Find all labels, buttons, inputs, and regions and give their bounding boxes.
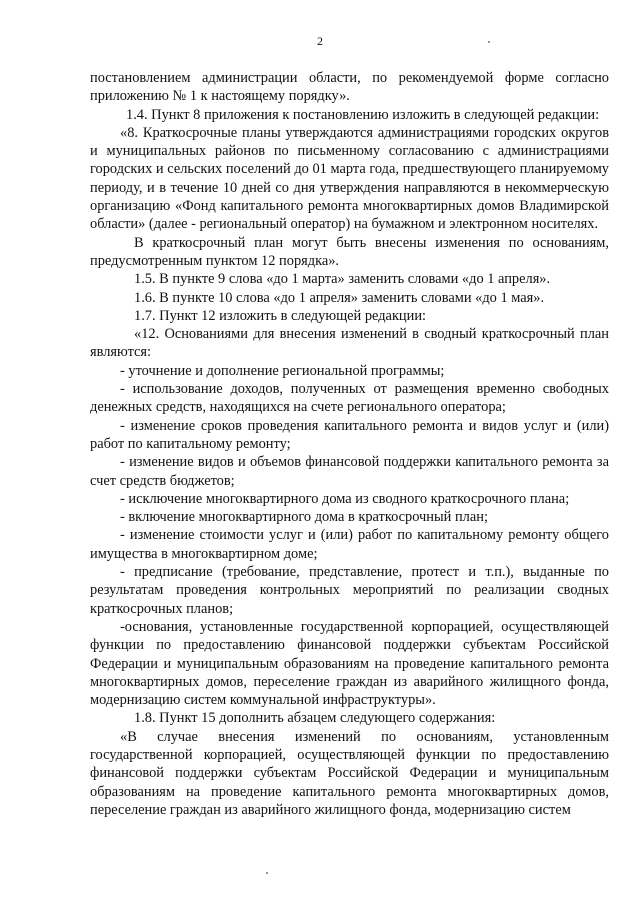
paragraph: - включение многоквартирного дома в краткосрочный план; — [120, 509, 488, 526]
page-number: 2 — [317, 34, 323, 48]
paragraph: - изменение стоимости услуг и (или) работ по капитальному ремонту общего имущества в многоквартирном доме; — [90, 527, 609, 562]
paragraph: 1.4. Пункт 8 приложения к постановлению изложить в следующей редакции: — [126, 106, 600, 123]
paragraph: - изменение видов и объемов финансовой поддержки капитального ремонта за счет средств бюджетов; — [90, 454, 609, 489]
scan-speck — [266, 872, 268, 874]
paragraph: -основания, установленные государственной корпорацией, осуществляющей функции по предоставлению финансовой поддержки субъектам Российской Федерации и муниципальным образованиям на проведение капитального ремонта многоквартирных домов, переселение граждан из аварийного жилищного фонда, модернизацию систем коммунальной инфраструктуры». — [90, 618, 609, 709]
paragraph: «В случае внесения изменений по основаниям, установленным государственной корпорацией, осуществляющей функции по предоставлению финансовой поддержки субъектам Российской Федерации и муниципальным образованиям на проведение капитального ремонта многоквартирных домов, переселение граждан из аварийного жилищного фонда, модернизацию систем — [90, 728, 609, 818]
paragraph: В краткосрочный план могут быть внесены изменения по основаниям, предусмотренным пунктом 12 порядка». — [90, 234, 609, 269]
paragraph: - предписание (требование, представление, протест и т.п.), выданные по результатам проведения контрольных мероприятий по реализации сводных краткосрочных планов; — [90, 564, 609, 617]
paragraph: 1.8. Пункт 15 дополнить абзацем следующего содержания: — [134, 710, 496, 727]
paragraph: - исключение многоквартирного дома из сводного краткосрочного плана; — [120, 490, 570, 507]
paragraph: 1.7. Пункт 12 изложить в следующей редакции: — [134, 307, 427, 324]
paragraph: - использование доходов, полученных от размещения временно свободных денежных средств, находящихся на счете регионального оператора; — [90, 381, 609, 416]
paragraph: - уточнение и дополнение региональной программы; — [120, 362, 445, 379]
scan-speck — [488, 41, 490, 43]
paragraph: постановлением администрации области, по рекомендуемой форме согласно приложению № 1 к настоящему порядку». — [90, 70, 609, 105]
document-body — [90, 69, 609, 819]
paragraph: «12. Основаниями для внесения изменений в сводный краткосрочный план являются: — [90, 326, 609, 361]
paragraph: «8. Краткосрочные планы утверждаются администрациями городских округов и муниципальных районов по письменному согласованию с администрациями городских и сельских поселений до 01 марта года, предшествующего планируемому периоду, и в течение 10 дней со дня утверждения направляются в некоммерческую организацию «Фонд капитального ремонта многоквартирных домов Владимирской области» (далее - региональный оператор) на бумажном и электронном носителях. — [90, 124, 609, 233]
paragraph: 1.5. В пункте 9 слова «до 1 марта» заменить словами «до 1 апреля». — [134, 271, 551, 288]
paragraph: 1.6. В пункте 10 слова «до 1 апреля» заменить словами «до 1 мая». — [134, 289, 545, 306]
paragraph: - изменение сроков проведения капитального ремонта и видов услуг и (или) работ по капитальному ремонту; — [90, 417, 609, 452]
